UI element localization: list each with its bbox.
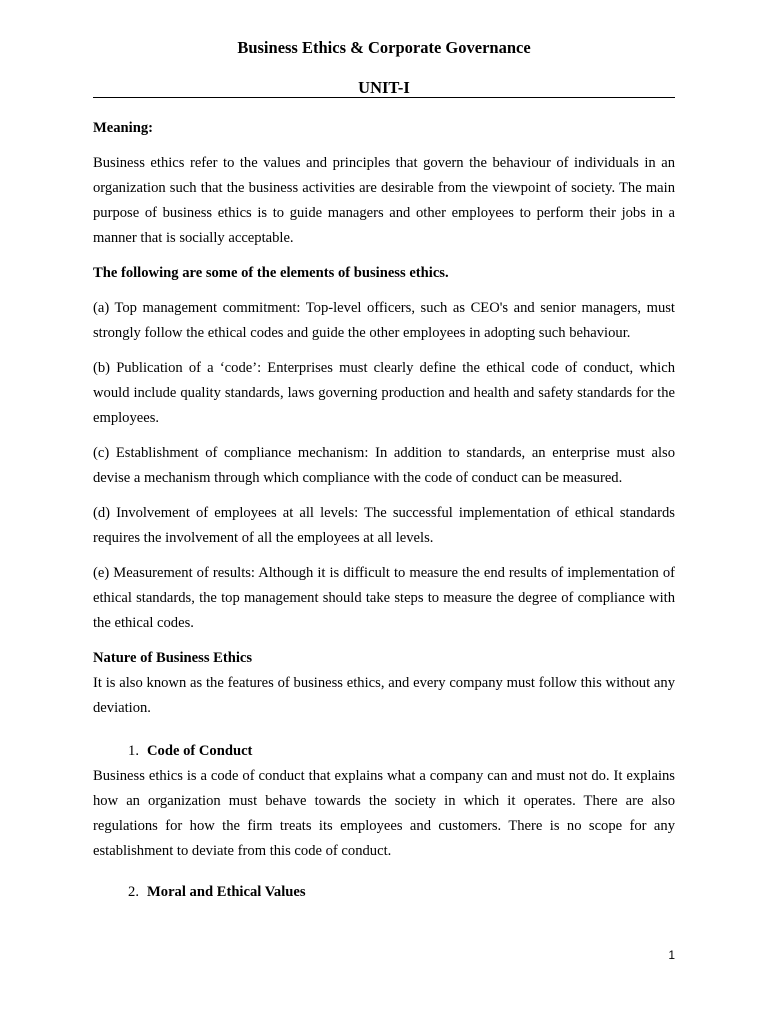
section-title: Code of Conduct	[147, 743, 253, 759]
element-item-a: (a) Top management commitment: Top-level officers, such as CEO's and senior managers, must strongly follow the ethical codes and guide the other employees in adopting such behaviour.	[93, 300, 675, 341]
document-title: Business Ethics & Corporate Governance	[237, 38, 531, 57]
code-of-conduct-paragraph: Business ethics is a code of conduct that explains what a company can and must not do. It explains how an organization must behave towards the society in which it operates. There are also regulations for how the firm treats its employees and customers. There is no scope for any establishment to deviate from this code of conduct.	[93, 768, 675, 859]
document-page	[93, 0, 675, 1024]
element-item-d: (d) Involvement of employees at all levels: The successful implementation of ethical standards requires the involvement of all the employees at all levels.	[93, 505, 675, 546]
title-divider	[93, 97, 675, 98]
nature-heading: Nature of Business Ethics	[93, 650, 253, 666]
document-body	[93, 116, 675, 905]
element-item-c: (c) Establishment of compliance mechanism: In addition to standards, an enterprise must also devise a mechanism through which compliance with the code of conduct can be measured.	[93, 445, 675, 486]
nature-intro: It is also known as the features of business ethics, and every company must follow this without any deviation.	[93, 675, 675, 716]
section-title: Moral and Ethical Values	[147, 884, 306, 900]
meaning-heading: Meaning:	[93, 120, 153, 136]
page-number: 1	[668, 948, 675, 962]
section-number: 1.	[128, 743, 139, 759]
element-item-b: (b) Publication of a ‘code’: Enterprises must clearly define the ethical code of conduct, which would include quality standards, laws governing production and health and safety standards for the employees.	[93, 360, 675, 426]
meaning-paragraph: Business ethics refer to the values and principles that govern the behaviour of individuals in an organization such that the business activities are desirable from the viewpoint of society. The main purpose of business ethics is to guide managers and other employees to perform their jobs in a manner that is socially acceptable.	[93, 155, 675, 246]
section-number: 2.	[128, 884, 139, 900]
section-code-of-conduct	[93, 739, 675, 764]
section-moral-ethical-values	[93, 880, 675, 905]
elements-heading: The following are some of the elements of business ethics.	[93, 265, 449, 281]
element-item-e: (e) Measurement of results: Although it is difficult to measure the end results of implementation of ethical standards, the top management should take steps to measure the degree of compliance with the ethical codes.	[93, 565, 675, 631]
unit-title: UNIT-I	[358, 78, 410, 97]
